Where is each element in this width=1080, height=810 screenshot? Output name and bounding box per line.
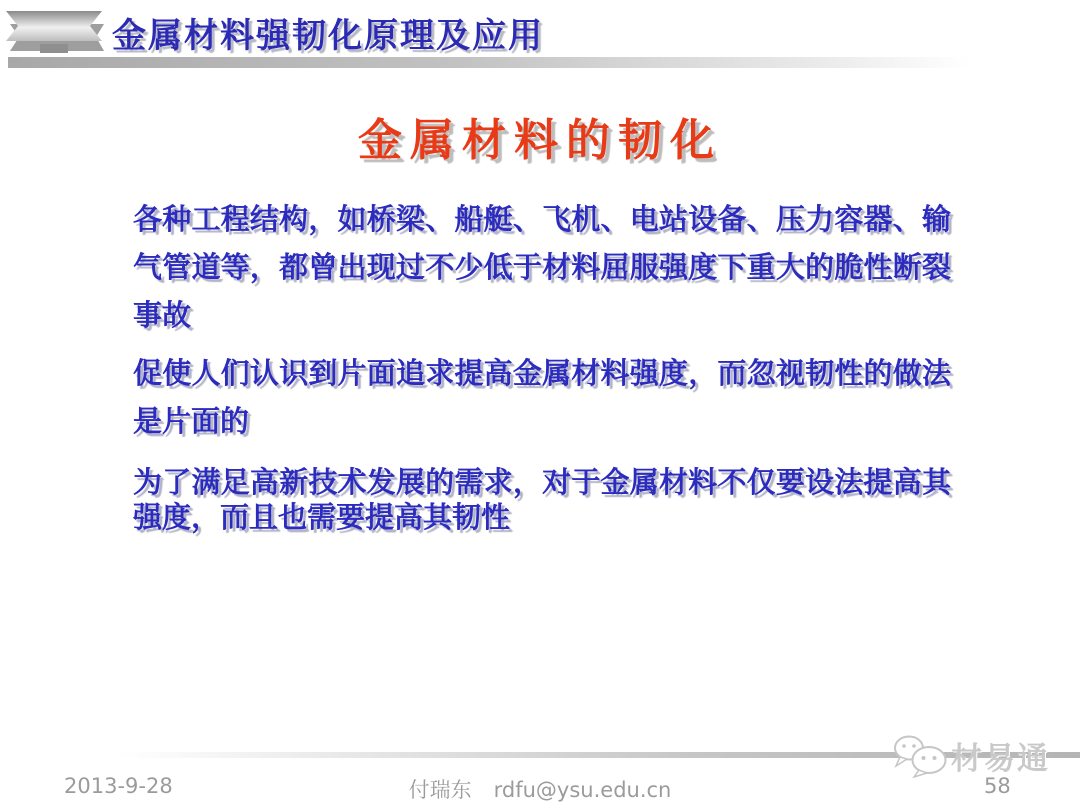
paragraph-one-sided-pursuit: 促使人们认识到片面追求提高金属材料强度，而忽视韧性的做法是片面的 (133, 356, 951, 438)
header-divider-bar (8, 57, 1010, 68)
slide-title: 金属材料的韧化 (358, 115, 722, 166)
slide-body (133, 195, 951, 535)
footer-email: rdfu@ysu.edu.cn (493, 778, 672, 802)
paragraph-brittle-fracture: 各种工程结构，如桥梁、船艇、飞机、电站设备、压力容器、输气管道等，都曾出现过不少低于材料屈服强度下重大的脆性断裂事故 (133, 202, 951, 332)
footer-author-email (0, 774, 1080, 804)
header-title: 金属材料强韧化原理及应用 (112, 16, 544, 56)
ribbon-banner-icon (4, 4, 106, 54)
chat-bubbles-icon (889, 734, 951, 778)
watermark-logo (889, 733, 1050, 778)
paragraph-high-tech-demand: 为了满足高新技术发展的需求，对于金属材料不仅要设法提高其强度，而且也需要提高其韧性 (133, 465, 951, 534)
watermark-label: 材易通 (951, 741, 1050, 777)
footer-date: 2013-9-28 (64, 774, 173, 798)
page-number: 58 (984, 774, 1011, 798)
footer-author: 付瑞东 (408, 778, 472, 802)
